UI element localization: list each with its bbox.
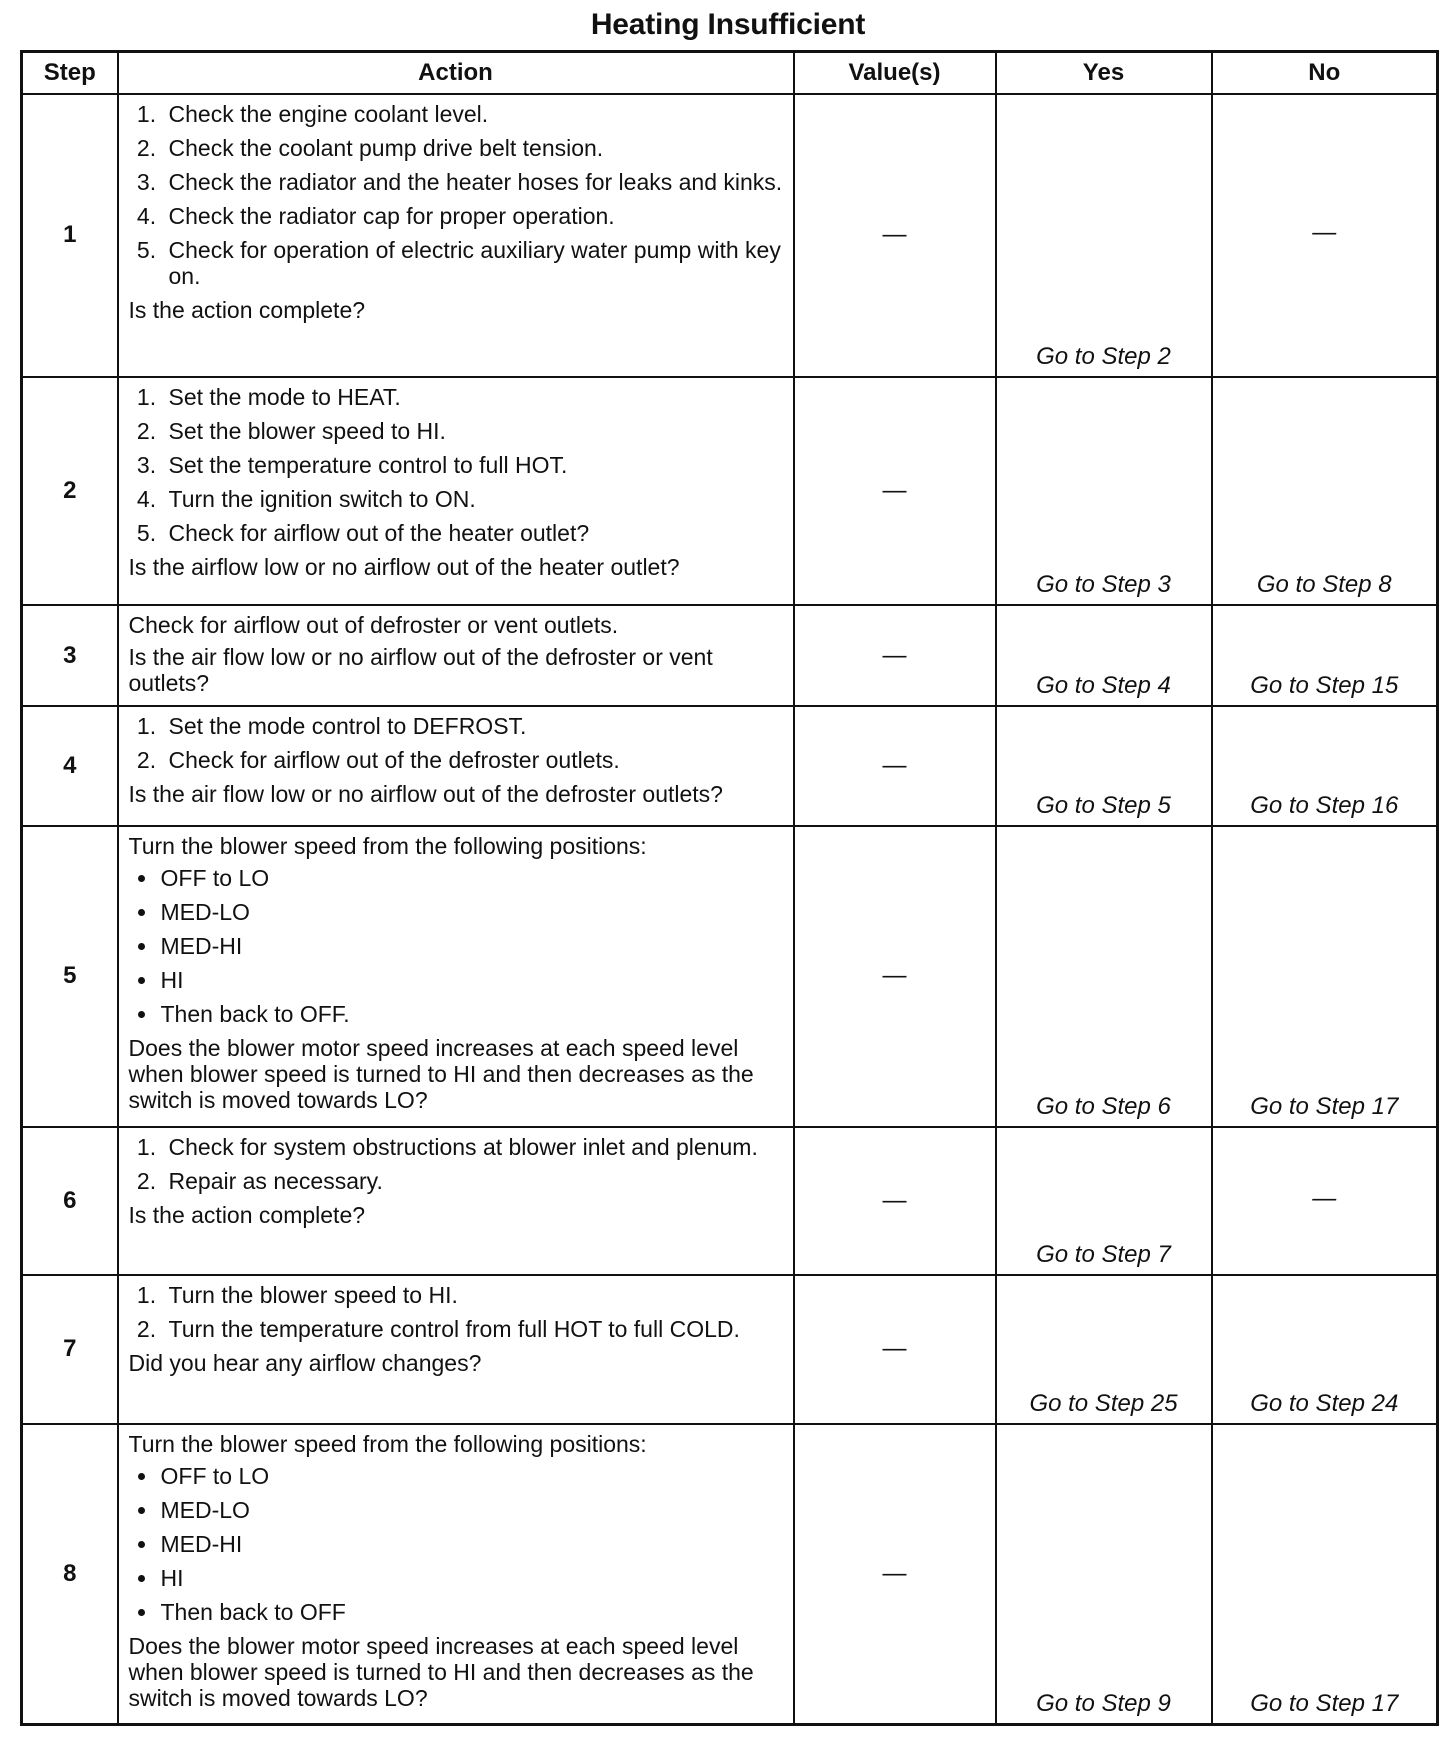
header-values: Value(s) <box>794 52 996 95</box>
step-number: 5 <box>22 826 118 1127</box>
no-cell: Go to Step 16 <box>1212 706 1438 826</box>
question: Does the blower motor speed increases at each speed level when blower speed is turned to HI and then decreases as the switch is moved towards LO? <box>128 1632 754 1711</box>
list-item: 2. Check the coolant pump drive belt tension. <box>163 135 785 161</box>
list-item: 1. Check the engine coolant level. <box>163 101 785 127</box>
yes-cell: Go to Step 2 <box>996 94 1212 377</box>
step-number: 2 <box>22 377 118 606</box>
value-cell: — <box>794 1424 996 1725</box>
yes-cell: Go to Step 5 <box>996 706 1212 826</box>
yes-cell: Go to Step 4 <box>996 605 1212 705</box>
table-header-row <box>22 52 1438 95</box>
list-item: 2. Turn the temperature control from full HOT to full COLD. <box>163 1316 785 1342</box>
list-item: 1. Check for system obstructions at blower inlet and plenum. <box>163 1134 785 1160</box>
question: Is the air flow low or no airflow out of the defroster or vent outlets? <box>128 644 713 697</box>
question: Is the action complete? <box>128 1201 366 1228</box>
list-item: • MED-HI <box>159 1531 785 1557</box>
list-item: • MED-LO <box>159 1497 785 1523</box>
position-list <box>129 865 785 1027</box>
no-cell: Go to Step 17 <box>1212 826 1438 1127</box>
action-lead: Turn the blower speed from the following positions: <box>128 1430 647 1457</box>
list-item: • Then back to OFF. <box>159 1001 785 1027</box>
list-item: 4. Check the radiator cap for proper operation. <box>163 203 785 229</box>
no-cell: — <box>1212 94 1438 377</box>
list-item: 4. Turn the ignition switch to ON. <box>163 486 785 512</box>
list-item: 2. Check for airflow out of the defroster outlets. <box>163 747 785 773</box>
table-row <box>22 1127 1438 1275</box>
action-cell <box>118 1275 794 1423</box>
list-item: 3. Set the temperature control to full HOT. <box>163 452 785 478</box>
step-number: 1 <box>22 94 118 377</box>
question: Is the air flow low or no airflow out of the defroster outlets? <box>128 780 723 807</box>
action-cell <box>118 377 794 606</box>
list-item: • MED-LO <box>159 899 785 925</box>
value-cell: — <box>794 826 996 1127</box>
step-number: 7 <box>22 1275 118 1423</box>
no-cell: Go to Step 24 <box>1212 1275 1438 1423</box>
table-row <box>22 1275 1438 1423</box>
step-number: 6 <box>22 1127 118 1275</box>
action-lead: Turn the blower speed from the following positions: <box>128 832 647 859</box>
diagnostic-table <box>20 50 1439 1726</box>
action-list <box>129 1282 785 1342</box>
action-list <box>129 101 785 289</box>
table-row <box>22 94 1438 377</box>
yes-cell: Go to Step 7 <box>996 1127 1212 1275</box>
action-lead: Check for airflow out of defroster or vent outlets. <box>128 612 619 639</box>
table-row <box>22 1424 1438 1725</box>
action-cell <box>118 1127 794 1275</box>
action-list <box>129 713 785 773</box>
question: Is the action complete? <box>128 297 366 323</box>
list-item: 5. Check for airflow out of the heater outlet? <box>163 520 785 546</box>
list-item: 2. Set the blower speed to HI. <box>163 418 785 444</box>
header-step: Step <box>22 52 118 95</box>
action-list <box>129 1134 785 1194</box>
action-cell <box>118 94 794 377</box>
yes-cell: Go to Step 25 <box>996 1275 1212 1423</box>
list-item: 5. Check for operation of electric auxiliary water pump with key on. <box>163 237 785 289</box>
yes-cell: Go to Step 6 <box>996 826 1212 1127</box>
list-item: 1. Set the mode to HEAT. <box>163 384 785 410</box>
list-item: 1. Turn the blower speed to HI. <box>163 1282 785 1308</box>
list-item: • OFF to LO <box>159 865 785 891</box>
position-list <box>129 1463 785 1625</box>
header-no: No <box>1212 52 1438 95</box>
no-cell: — <box>1212 1127 1438 1275</box>
list-item: • Then back to OFF <box>159 1599 785 1625</box>
header-yes: Yes <box>996 52 1212 95</box>
no-cell: Go to Step 15 <box>1212 605 1438 705</box>
step-number: 4 <box>22 706 118 826</box>
list-item: • HI <box>159 967 785 993</box>
step-number: 8 <box>22 1424 118 1725</box>
list-item: • MED-HI <box>159 933 785 959</box>
value-cell: — <box>794 1127 996 1275</box>
table-row <box>22 377 1438 606</box>
yes-cell: Go to Step 3 <box>996 377 1212 606</box>
value-cell: — <box>794 1275 996 1423</box>
table-row <box>22 706 1438 826</box>
list-item: 3. Check the radiator and the heater hoses for leaks and kinks. <box>163 169 785 195</box>
value-cell: — <box>794 377 996 606</box>
list-item: 1. Set the mode control to DEFROST. <box>163 713 785 739</box>
action-list <box>129 384 785 546</box>
action-cell <box>118 826 794 1127</box>
no-cell: Go to Step 17 <box>1212 1424 1438 1725</box>
question: Is the airflow low or no airflow out of the heater outlet? <box>128 553 680 580</box>
question: Does the blower motor speed increases at each speed level when blower speed is turned to HI and then decreases as the switch is moved towards LO? <box>128 1034 754 1113</box>
table-row <box>22 605 1438 705</box>
action-cell <box>118 605 794 705</box>
question: Did you hear any airflow changes? <box>128 1350 482 1377</box>
action-cell <box>118 706 794 826</box>
page-title: Heating Insufficient <box>590 8 866 41</box>
step-number: 3 <box>22 605 118 705</box>
table-row <box>22 826 1438 1127</box>
value-cell: — <box>794 94 996 377</box>
value-cell: — <box>794 605 996 705</box>
list-item: • OFF to LO <box>159 1463 785 1489</box>
list-item: • HI <box>159 1565 785 1591</box>
no-cell: Go to Step 8 <box>1212 377 1438 606</box>
header-action: Action <box>118 52 794 95</box>
list-item: 2. Repair as necessary. <box>163 1168 785 1194</box>
action-cell <box>118 1424 794 1725</box>
value-cell: — <box>794 706 996 826</box>
yes-cell: Go to Step 9 <box>996 1424 1212 1725</box>
